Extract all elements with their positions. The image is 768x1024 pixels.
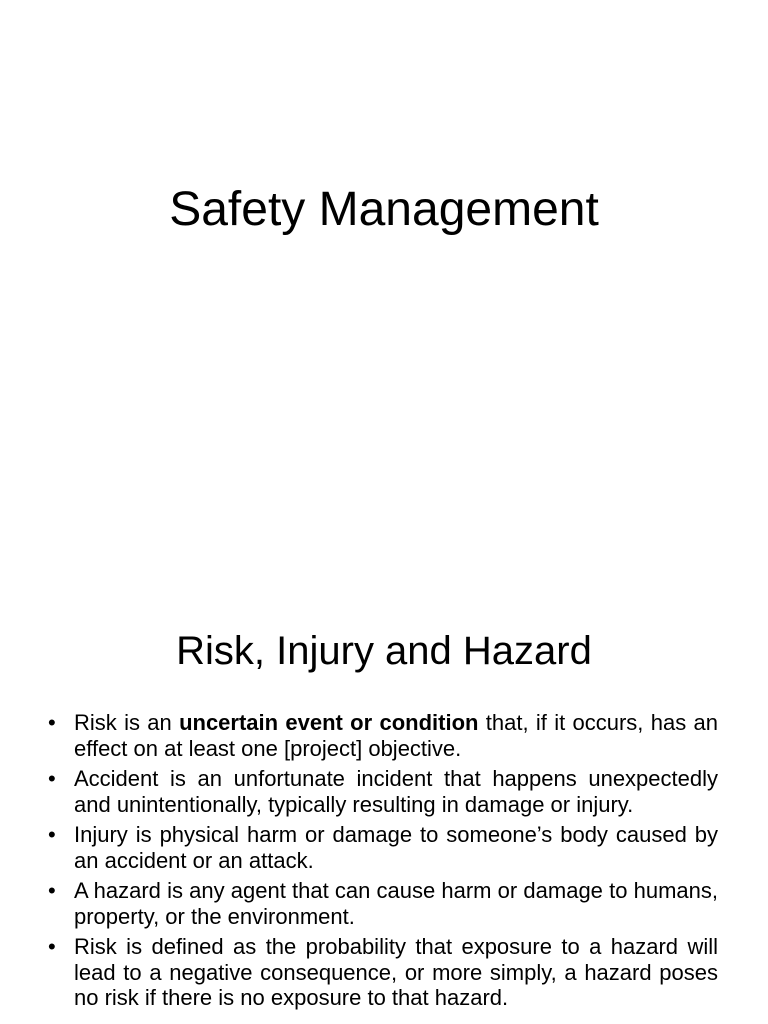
bullet-injury-definition (48, 822, 718, 873)
bullet-marker: • (48, 878, 56, 903)
deck-title: Safety Management (169, 183, 599, 236)
bullet-list (0, 710, 768, 1016)
bullet-text: Risk is defined as the probability that exposure to a hazard will lead to a negative consequence, or more simply, a hazard poses no risk if there is no exposure to that hazard. (74, 934, 718, 1010)
bullet-text: Accident is an unfortunate incident that happens unexpectedly and unintentionally, typically resulting in damage or injury. (74, 766, 718, 817)
bullet-text-before: Risk is an (74, 710, 180, 735)
bullet-marker: • (48, 822, 56, 847)
bullet-risk-probability (48, 934, 718, 1011)
bullet-text: Injury is physical harm or damage to someone’s body caused by an accident or an attack. (74, 822, 718, 873)
bullet-marker: • (48, 710, 56, 735)
bullet-hazard-definition (48, 878, 718, 929)
bullet-marker: • (48, 766, 56, 791)
slide-title: Risk, Injury and Hazard (176, 629, 592, 673)
bullet-marker: • (48, 934, 56, 959)
bullet-risk-definition (48, 710, 718, 761)
bullet-text-bold: uncertain event or condition (179, 710, 479, 735)
bullet-accident-definition (48, 766, 718, 817)
bullet-text-after: that, if it occurs, has an effect on at least one [project] objective. (74, 710, 718, 761)
slide-risk-injury-hazard (0, 576, 768, 1024)
bullet-text: A hazard is any agent that can cause harm or damage to humans, property, or the environment. (74, 878, 718, 929)
